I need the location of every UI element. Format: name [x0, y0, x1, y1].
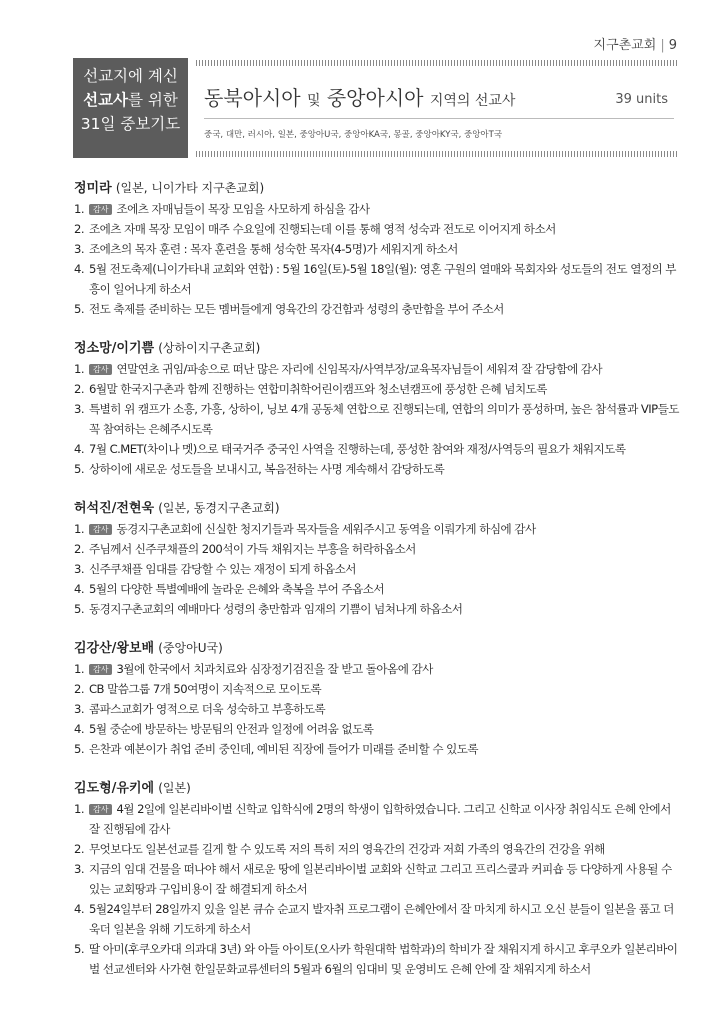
prayer-item — [74, 599, 684, 619]
prayer-item-number: 1. — [74, 662, 84, 676]
prayer-item-text: 5월의 다양한 특별예배에 놀라운 은혜와 축복을 부어 주옵소서 — [89, 582, 385, 596]
prayer-item-text: 무엇보다도 일본선교를 길게 할 수 있도록 저의 특히 저의 영육간의 건강과 저희 가족의 영육간의 건강을 위해 — [89, 842, 605, 856]
prayer-item-text: 조에츠 자매님들이 목장 모임을 사모하게 하심을 감사 — [116, 202, 370, 216]
prayer-item-number: 2. — [74, 842, 84, 856]
prayer-item-text: 4월 2일에 일본리바이벌 신학교 입학식에 2명의 학생이 입학하였습니다. 그리고 신학교 이사장 취임식도 은혜 안에서 잘 진행됨에 감사 — [89, 802, 671, 836]
prayer-item-text: 7월 C.MET(차이나 멧)으로 태국거주 중국인 사역을 진행하는데, 풍성한 참여와 재정/사역등의 필요가 채워지도록 — [89, 442, 626, 456]
prayer-item-text: 연말연초 귀임/파송으로 떠난 많은 자리에 신임목자/사역부장/교육목자님들이 세워져 잘 감당함에 감사 — [116, 362, 603, 376]
missionary-section — [74, 498, 684, 619]
missionary-section — [74, 638, 684, 759]
prayer-item — [74, 439, 684, 459]
prayer-item-text: 특별히 위 캠프가 소흥, 가흥, 상하이, 닝보 4개 공동체 연합으로 진행되는데, 연합의 의미가 풍성하며, 높은 참석률과 VIP들도 꼭 참여하는 은혜주시도록 — [89, 402, 679, 436]
prayer-item — [74, 679, 684, 699]
prayer-item-number: 1. — [74, 362, 84, 376]
prayer-list — [74, 199, 684, 319]
header-section-name: 지구촌교회 — [593, 38, 657, 53]
section-heading — [74, 338, 684, 359]
prayer-item-text: 5월24일부터 28일까지 있을 일본 큐슈 순교지 발자취 프로그램이 은혜안에서 잘 마치게 하시고 오신 분들이 일본을 품고 더욱더 일본을 위해 기도하게 하소서 — [89, 902, 674, 936]
prayer-item — [74, 559, 684, 579]
section-heading — [74, 638, 684, 659]
title-part2: 중앙아시아 — [326, 86, 424, 110]
region-title — [204, 82, 515, 111]
prayer-item-text: 동경지구촌교회에 신실한 청지기들과 목자들을 세워주시고 동역을 이뤄가게 하심에 감사 — [116, 522, 536, 536]
prayer-item-number: 3. — [74, 402, 84, 416]
banner-line1: 선교지에 계신 — [83, 67, 178, 85]
prayer-item-number: 1. — [74, 202, 84, 216]
prayer-item-text: 전도 축제를 준비하는 모든 멤버들에게 영육간의 강건함과 성령의 충만함을 부어 주소서 — [89, 302, 504, 316]
prayer-item-number: 4. — [74, 722, 84, 736]
prayer-item-text: 신주쿠채플 임대를 감당할 수 있는 재정이 되게 하옵소서 — [89, 562, 356, 576]
prayer-item — [74, 399, 684, 439]
prayer-item-text: 주님께서 신주쿠채플의 200석이 가득 채워지는 부흥을 허락하옵소서 — [89, 542, 416, 556]
title-rule — [204, 118, 674, 119]
title-suffix: 지역의 선교사 — [429, 93, 516, 109]
missionary-section — [74, 778, 684, 979]
thanks-badge: 감사 — [89, 804, 112, 815]
countries-list: 중국, 대만, 러시아, 일본, 중앙아U국, 중앙아KA국, 몽골, 중앙아KY국, 중앙아T국 — [204, 130, 503, 140]
prayer-item — [74, 519, 684, 539]
prayer-item — [74, 699, 684, 719]
prayer-item-text: 상하이에 새로운 성도들을 보내시고, 복음전하는 사명 계속해서 감당하도록 — [89, 462, 445, 476]
prayer-item-number: 1. — [74, 802, 84, 816]
prayer-item-number: 5. — [74, 462, 84, 476]
prayer-item-text: 5월 중순에 방문하는 방문팀의 안전과 일정에 어려움 없도록 — [89, 722, 374, 736]
prayer-item-number: 2. — [74, 542, 84, 556]
banner-line2-bold: 선교사 — [83, 91, 129, 109]
prayer-item-number: 2. — [74, 382, 84, 396]
prayer-item-number: 5. — [74, 602, 84, 616]
prayer-item-text: CB 말씀그룹 7개 50여명이 지속적으로 모이도록 — [89, 682, 322, 696]
missionary-region: (중앙아U국) — [158, 641, 223, 655]
prayer-item — [74, 379, 684, 399]
prayer-item — [74, 259, 684, 299]
missionary-region: (상하이지구촌교회) — [158, 341, 261, 355]
prayer-item-number: 4. — [74, 902, 84, 916]
missionary-section — [74, 338, 684, 479]
section-heading — [74, 178, 684, 199]
prayer-item — [74, 899, 684, 939]
prayer-item — [74, 659, 684, 679]
prayer-item — [74, 799, 684, 839]
thanks-badge: 감사 — [89, 204, 112, 215]
missionary-names: 김강산/왕보배 — [74, 641, 155, 656]
prayer-item — [74, 199, 684, 219]
prayer-item — [74, 459, 684, 479]
header-separator: | — [660, 38, 665, 53]
banner-line3: 31일 중보기도 — [80, 115, 181, 133]
prayer-item — [74, 539, 684, 559]
banner-line2-rest: 를 위한 — [128, 91, 178, 109]
prayer-item — [74, 219, 684, 239]
thanks-badge: 감사 — [89, 524, 112, 535]
prayer-list — [74, 799, 684, 979]
banner-box — [73, 58, 188, 158]
prayer-item — [74, 579, 684, 599]
prayer-item-number: 2. — [74, 222, 84, 236]
hatch-border-top — [196, 60, 677, 66]
prayer-item-number: 4. — [74, 442, 84, 456]
prayer-list — [74, 659, 684, 759]
missionary-region: (일본, 동경지구촌교회) — [158, 501, 280, 515]
thanks-badge: 감사 — [89, 664, 112, 675]
section-heading — [74, 498, 684, 519]
section-heading — [74, 778, 684, 799]
page-header — [594, 34, 677, 53]
prayer-item-number: 4. — [74, 582, 84, 596]
prayer-item-text: 지금의 임대 건물을 떠나야 해서 새로운 땅에 일본리바이벌 교회와 신학교 그리고 프리스쿨과 커피숍 등 다양하게 사용될 수 있는 교회땅과 구입비용이 잘 해결되게 하소서 — [89, 862, 672, 896]
missionary-names: 정미라 — [74, 181, 112, 196]
prayer-item-text: 콤파스교회가 영적으로 더욱 성숙하고 부흥하도록 — [89, 702, 326, 716]
prayer-item-text: 은찬과 예본이가 취업 준비 중인데, 예비된 직장에 들어가 미래를 준비할 수 있도록 — [89, 742, 479, 756]
prayer-item — [74, 299, 684, 319]
prayer-item — [74, 359, 684, 379]
prayer-item-text: 6월말 한국지구촌과 함께 진행하는 연합미취학어린이캠프와 청소년캠프에 풍성한 은혜 넘치도록 — [89, 382, 547, 396]
prayer-content — [74, 178, 684, 998]
prayer-item-number: 5. — [74, 302, 84, 316]
prayer-item-text: 5월 전도축제(니이가타내 교회와 연합) : 5월 16일(토)-5월 18일(월): 영혼 구원의 열매와 목회자와 성도들의 전도 열정의 부흥이 일어나게 하소서 — [89, 262, 676, 296]
banner-line2 — [73, 88, 188, 112]
hatch-border-bottom — [196, 151, 677, 157]
prayer-item-text: 동경지구촌교회의 예배마다 성령의 충만함과 임재의 기쁨이 넘쳐나게 하옵소서 — [89, 602, 463, 616]
prayer-item-number: 2. — [74, 682, 84, 696]
title-part1: 동북아시아 — [204, 86, 301, 110]
page-number: 9 — [668, 38, 677, 53]
prayer-item-text: 딸 아미(후쿠오카대 의과대 3년) 와 아들 아이토(오사카 학원대학 법학과)의 학비가 잘 채워지게 하시고 후쿠오카 일본리바이벌 선교센터와 사가현 한일문화교류센터의 5월과 6월의 임대비 및 운영비도 은혜 안에 잘 채워지게 하소서 — [89, 942, 678, 976]
prayer-item-number: 1. — [74, 522, 84, 536]
prayer-item-text: 조에츠의 목자 훈련 : 목자 훈련을 통해 성숙한 목자(4-5명)가 세워지게 하소서 — [89, 242, 458, 256]
prayer-item-number: 5. — [74, 942, 84, 956]
prayer-item — [74, 739, 684, 759]
prayer-list — [74, 359, 684, 479]
missionary-names: 김도형/유키에 — [74, 781, 155, 796]
prayer-item-number: 5. — [74, 742, 84, 756]
missionary-region: (일본, 니이가타 지구촌교회) — [115, 181, 265, 195]
prayer-item-number: 3. — [74, 242, 84, 256]
prayer-item-number: 4. — [74, 262, 84, 276]
thanks-badge: 감사 — [89, 364, 112, 375]
prayer-item-number: 3. — [74, 702, 84, 716]
prayer-item — [74, 939, 684, 979]
missionary-names: 허석진/전현욱 — [74, 501, 155, 516]
title-connector: 및 — [306, 93, 321, 109]
prayer-list — [74, 519, 684, 619]
prayer-item-number: 3. — [74, 862, 84, 876]
prayer-item — [74, 839, 684, 859]
prayer-item-number: 3. — [74, 562, 84, 576]
missionary-section — [74, 178, 684, 319]
prayer-item-text: 조에츠 자매 목장 모임이 매주 수요일에 진행되는데 이를 통해 영적 성숙과 전도로 이어지게 하소서 — [89, 222, 556, 236]
units-count: 39 units — [615, 92, 668, 107]
missionary-names: 정소망/이기쁨 — [74, 341, 155, 356]
prayer-item — [74, 719, 684, 739]
missionary-region: (일본) — [158, 781, 191, 795]
prayer-item — [74, 239, 684, 259]
prayer-item-text: 3월에 한국에서 치과치료와 심장정기검진을 잘 받고 돌아옴에 감사 — [116, 662, 433, 676]
prayer-item — [74, 859, 684, 899]
